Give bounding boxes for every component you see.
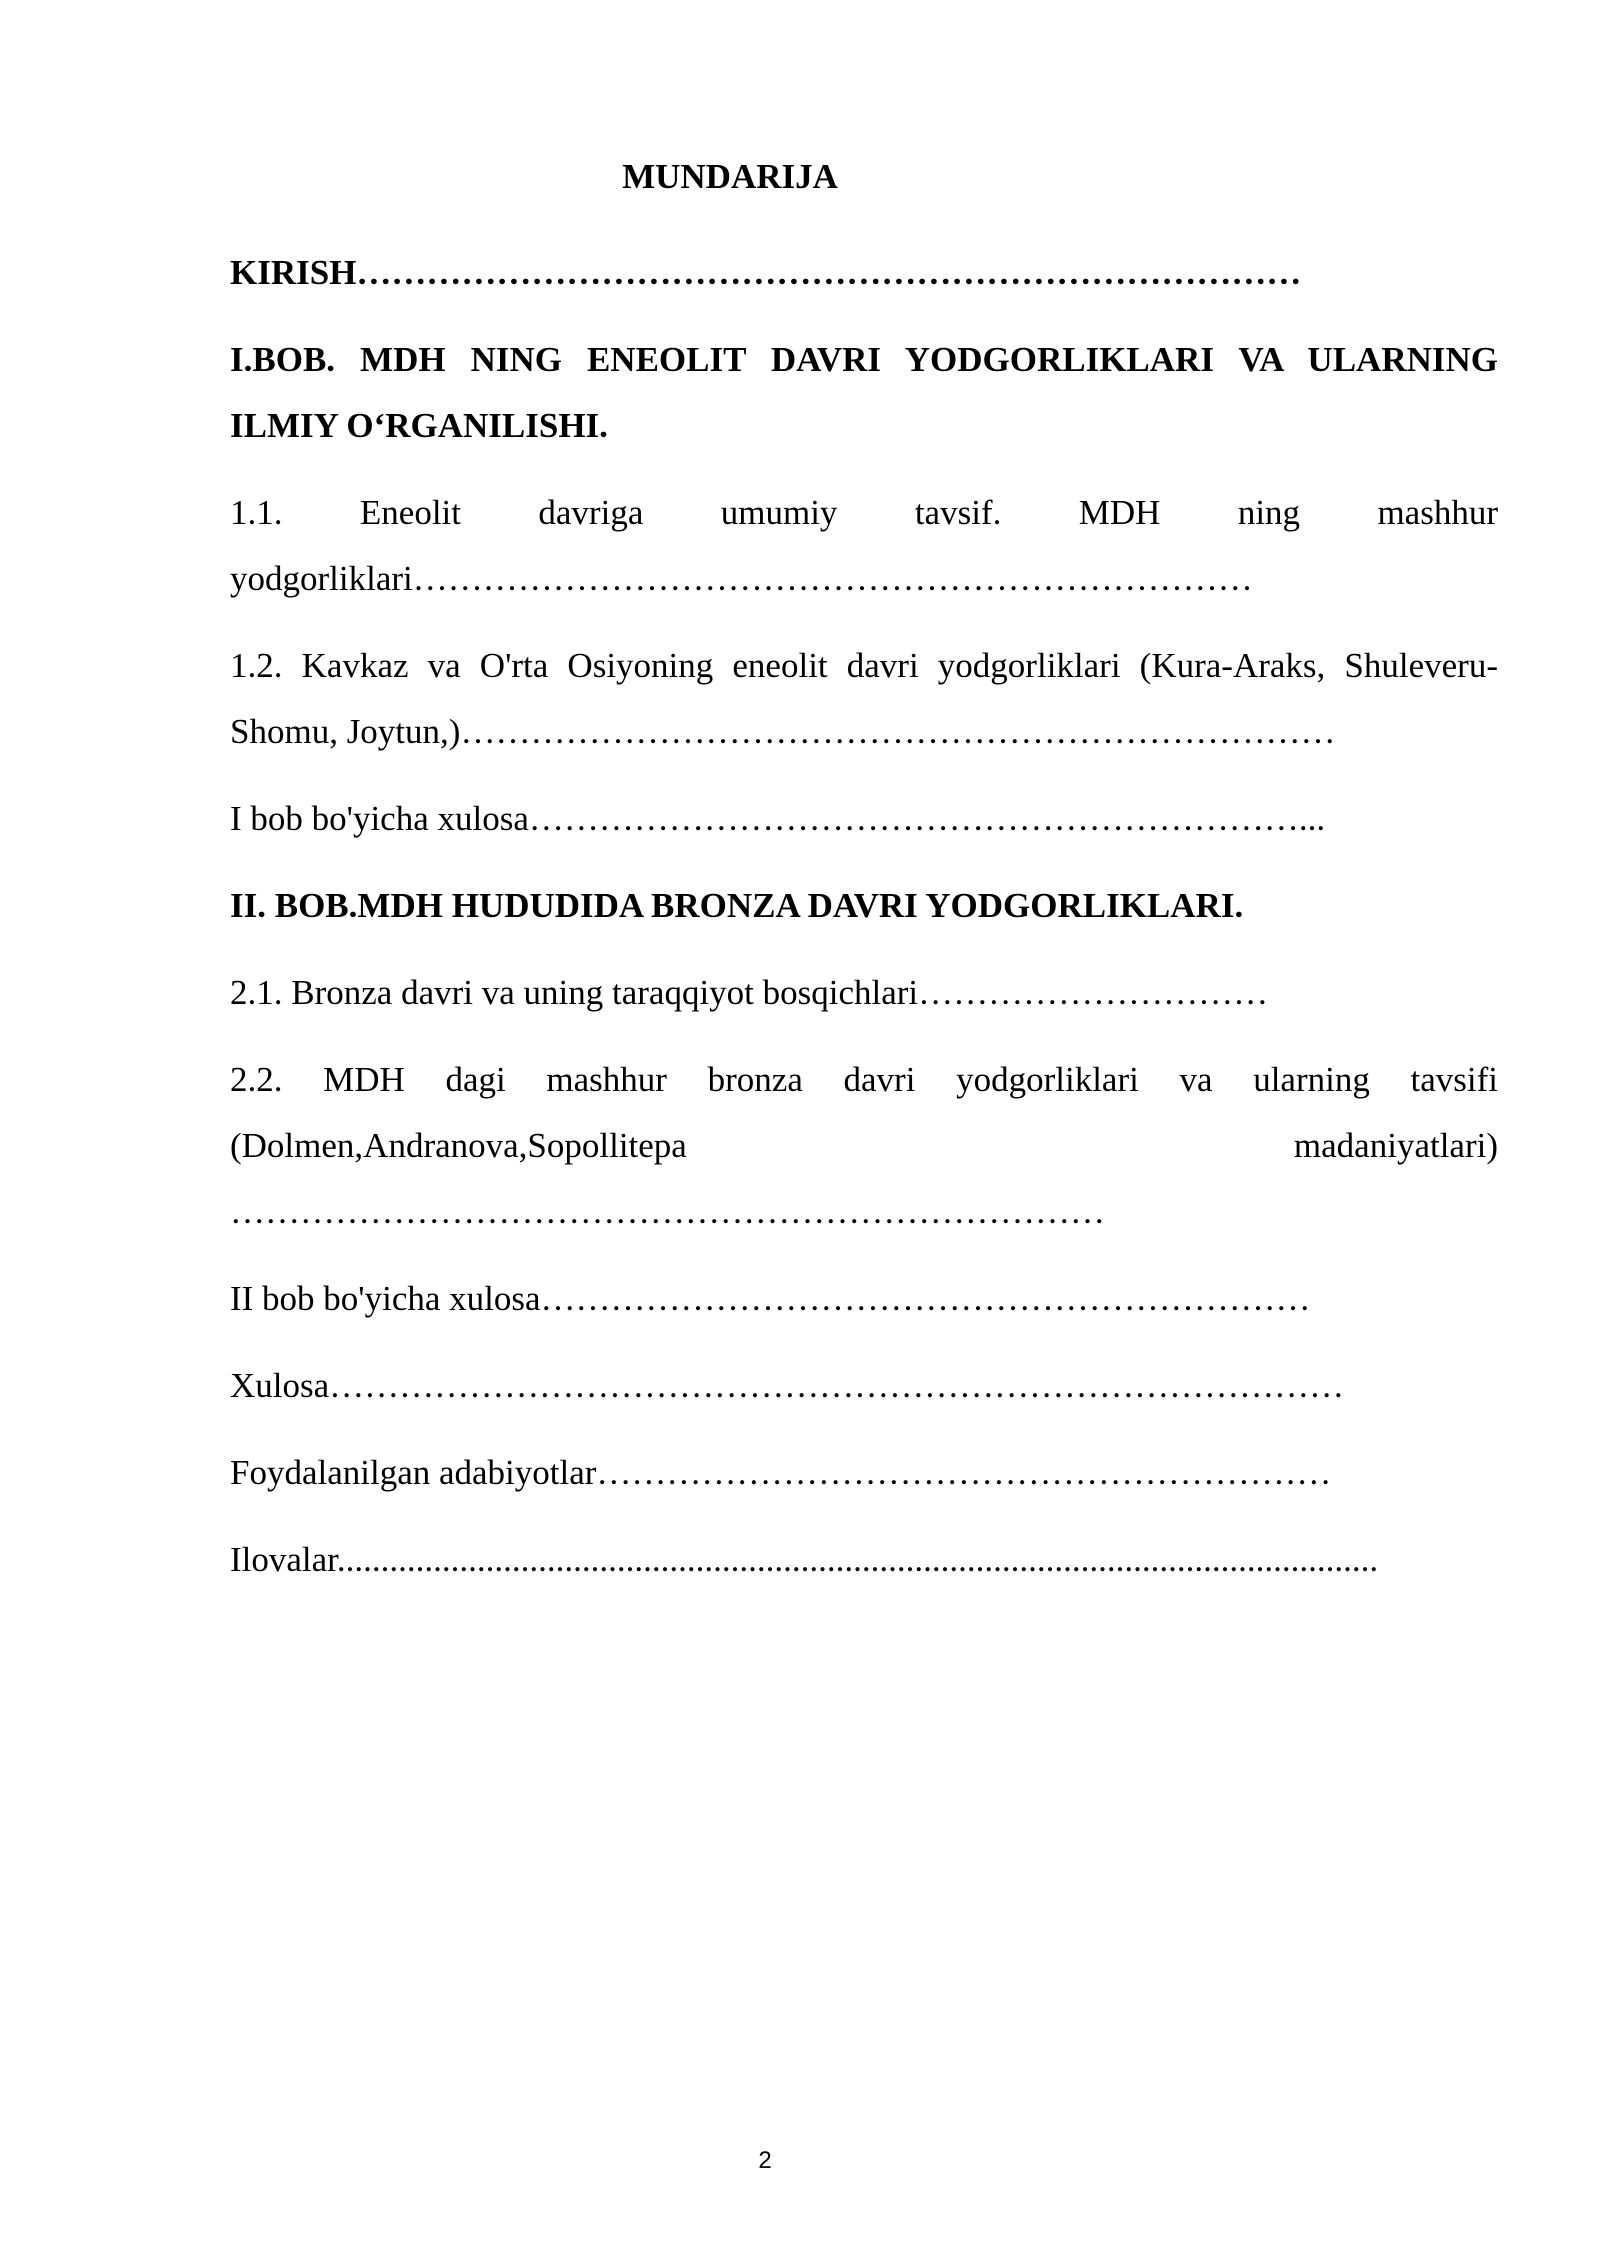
- toc-section-1-1-line-1: 1.1. Eneolit davriga umumiy tavsif. MDH ning mashhur: [230, 493, 1498, 532]
- toc-item-kirish: KIRISH………………………………………………………………………: [230, 253, 1302, 292]
- toc-item-chapter-2-conclusion: II bob bo'yicha xulosa…………………………………………………………: [230, 1279, 1311, 1318]
- toc-section-1-2-line-1: 1.2. Kavkaz va O'rta Osiyoning eneolit davri yodgorliklari (Kura-Araks, Shuleveru-: [230, 646, 1498, 685]
- toc-item-conclusion: Xulosa……………………………………………………………………………: [230, 1366, 1345, 1405]
- toc-item-section-2-2: [230, 1047, 1498, 1245]
- page-title: MUNDARIJA: [622, 157, 838, 196]
- toc-section-2-2-line-2: (Dolmen,Andranova,Sopollitepa madaniyatlari): [230, 1126, 1498, 1165]
- toc-section-1-1-line-2: yodgorliklari………………………………………………………………: [230, 559, 1253, 598]
- toc-section-2-2-line-1: 2.2. MDH dagi mashhur bronza davri yodgorliklari va ularning tavsifi: [230, 1060, 1498, 1099]
- toc-item-section-1-2: [230, 633, 1498, 765]
- toc-item-chapter-1: [230, 327, 1498, 459]
- page-number: 2: [758, 2147, 772, 2174]
- toc-item-section-2-1: 2.1. Bronza davri va uning taraqqiyot bosqichlari…………………………: [230, 973, 1269, 1012]
- toc-item-chapter-1-conclusion: I bob bo'yicha xulosa…………………………………………………………...: [230, 799, 1326, 838]
- toc-chapter-1-line-1: I.BOB. MDH NING ENEOLIT DAVRI YODGORLIKLARI VA ULARNING: [230, 340, 1498, 379]
- toc-section-1-2-line-2: Shomu, Joytun,)…………………………………………………………………: [230, 712, 1336, 751]
- toc-chapter-1-line-2: ILMIY O‘RGANILISHI.: [230, 406, 608, 445]
- toc-section-2-2-line-3: …………………………………………………………………: [230, 1192, 1105, 1231]
- toc-item-section-1-1: [230, 480, 1498, 612]
- toc-item-appendices: Ilovalar.......................................................................................................................: [230, 1540, 1379, 1579]
- table-of-contents: [230, 240, 1498, 1614]
- toc-item-chapter-2: II. BOB.MDH HUDUDIDA BRONZA DAVRI YODGORLIKLARI.: [230, 886, 1244, 925]
- toc-item-references: Foydalanilgan adabiyotlar………………………………………………………: [230, 1453, 1332, 1492]
